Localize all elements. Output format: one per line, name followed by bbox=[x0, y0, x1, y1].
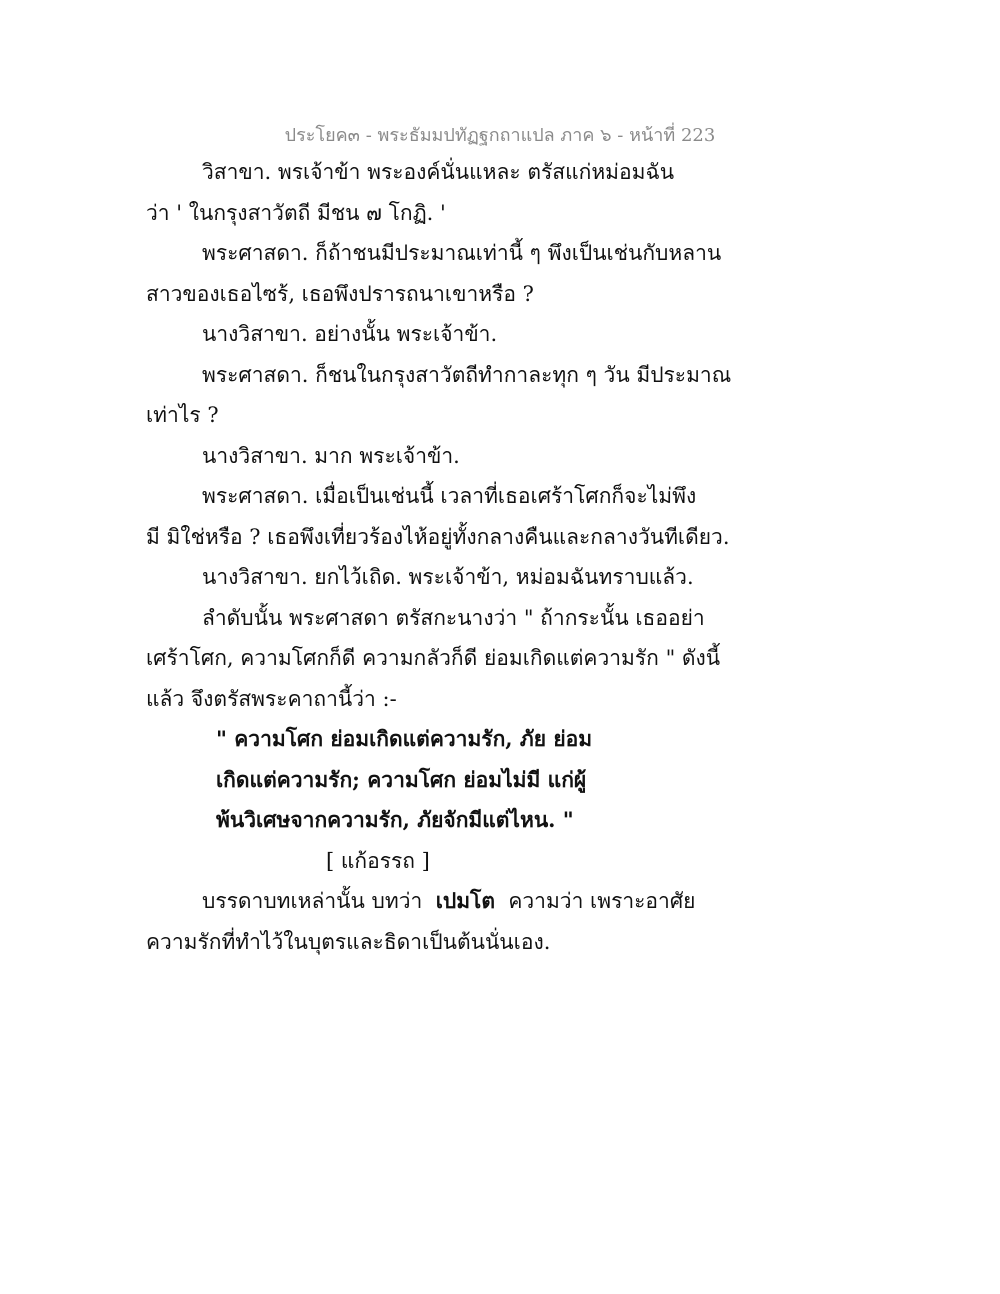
page-header-text: ประโยค๓ - พระธัมมปทัฏฐกถาแปล ภาค ๖ - หน้าที่ 223 bbox=[284, 125, 716, 146]
explanation-line-2: ความรักที่ทำไว้ในบุตรและธิดาเป็นต้นนั่นเอง. bbox=[146, 929, 551, 954]
verse-line-3: พ้นวิเศษจากความรัก, ภัยจักมีแต่ไหน. " bbox=[216, 807, 574, 832]
verse-line-2: เกิดแต่ความรัก; ความโศก ย่อมไม่มี แก่ผู้ bbox=[216, 766, 587, 792]
text-line-13: เศร้าโศก, ความโศกก็ดี ความกลัวก็ดี ย่อมเกิดแต่ความรัก " ดังนี้ bbox=[146, 646, 721, 670]
page-header bbox=[0, 120, 1000, 149]
text-line-5: นางวิสาขา. อย่างนั้น พระเจ้าข้า. bbox=[202, 322, 498, 346]
section-heading: [ แก้อรรถ ] bbox=[326, 848, 430, 873]
explanation-pre: บรรดาบทเหล่านั้น บทว่า bbox=[202, 889, 423, 913]
text-line-1: วิสาขา. พรเจ้าข้า พระองค์นั่นแหละ ตรัสแก่หม่อมฉัน bbox=[202, 160, 675, 184]
text-line-9: พระศาสดา. เมื่อเป็นเช่นนี้ เวลาที่เธอเศร้าโศกก็จะไม่พึง bbox=[202, 484, 697, 508]
text-line-3: พระศาสดา. ก็ถ้าชนมีประมาณเท่านี้ ๆ พึงเป็นเช่นกับหลาน bbox=[202, 241, 722, 265]
text-line-7: เท่าไร ? bbox=[146, 403, 219, 427]
explanation-term: เปมโต bbox=[435, 888, 495, 913]
text-line-2: ว่า ' ในกรุงสาวัตถี มีชน ๗ โกฏิ. ' bbox=[146, 200, 446, 225]
verse-line-1: " ความโศก ย่อมเกิดแต่ความรัก, ภัย ย่อม bbox=[216, 726, 593, 751]
text-line-14: แล้ว จึงตรัสพระคาถานี้ว่า :- bbox=[146, 686, 397, 711]
text-line-6: พระศาสดา. ก็ชนในกรุงสาวัตถีทำกาละทุก ๆ วัน มีประมาณ bbox=[202, 362, 732, 387]
text-line-8: นางวิสาขา. มาก พระเจ้าข้า. bbox=[202, 443, 460, 468]
text-line-11: นางวิสาขา. ยกไว้เถิด. พระเจ้าข้า, หม่อมฉันทราบแล้ว. bbox=[202, 565, 694, 589]
text-line-10: มี มิใช่หรือ ? เธอพึงเที่ยวร้องไห้อยู่ทั้งกลางคืนและกลางวันทีเดียว. bbox=[146, 524, 730, 549]
text-line-4: สาวของเธอไซร้, เธอพึงปรารถนาเขาหรือ ? bbox=[146, 281, 534, 306]
explanation-line-1 bbox=[146, 881, 696, 922]
text-line-12: ลำดับนั้น พระศาสดา ตรัสกะนางว่า " ถ้ากระนั้น เธออย่า bbox=[202, 605, 705, 630]
page-body bbox=[146, 152, 732, 962]
explanation-post: ความว่า เพราะอาศัย bbox=[508, 889, 696, 913]
